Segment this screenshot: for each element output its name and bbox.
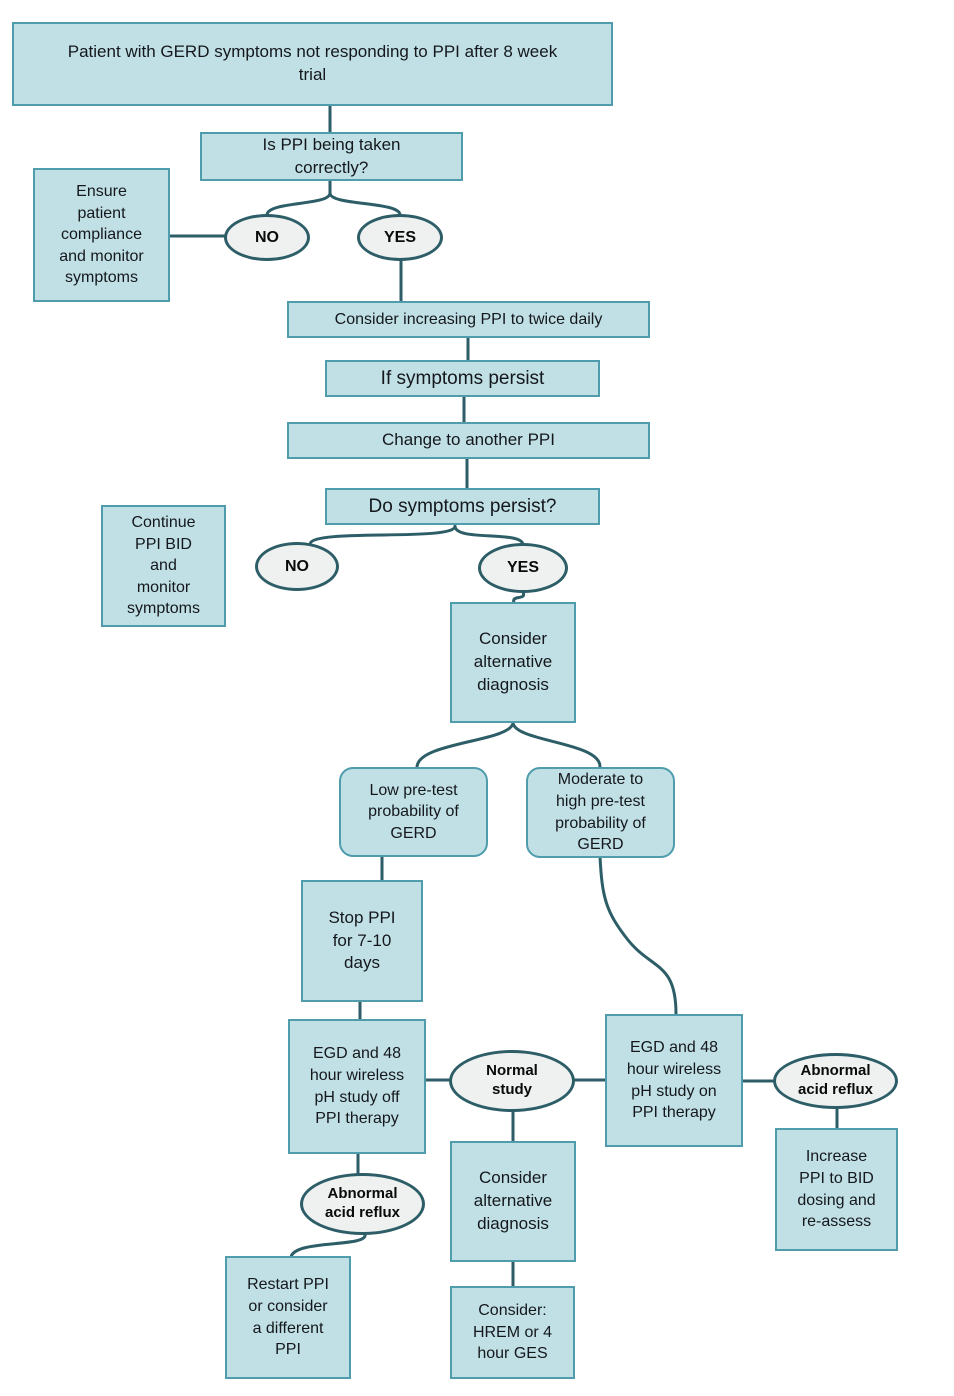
node-do-symptoms-persist [325, 488, 600, 525]
node-egd-ph-study-on-ppi [605, 1014, 743, 1147]
node-increase-ppi-twice-daily [287, 301, 650, 338]
node-stop-ppi-label: Stop PPI for 7-10 days [328, 907, 396, 973]
decision-no-2 [255, 542, 339, 591]
node-do-symptoms-persist-label: Do symptoms persist? [368, 495, 557, 517]
node-egd-ph-study-off-ppi [288, 1019, 426, 1154]
node-continue-ppi-bid-label: Continue PPI BID and monitor symptoms [127, 514, 200, 618]
node-low-pretest-probability [339, 767, 488, 857]
decision-yes-1-label: YES [383, 228, 416, 246]
node-increase-ppi-bid-reassess [775, 1128, 898, 1251]
edge-q1-fork [267, 181, 400, 215]
decision-abnormal-acid-reflux-1 [300, 1173, 425, 1235]
decision-yes-2 [478, 543, 568, 593]
decision-abnormal-acid-reflux-2 [773, 1053, 898, 1109]
node-is-ppi-taken-correctly [200, 132, 463, 181]
node-moderate-high-pretest-probability [526, 767, 675, 858]
edge-moderate-egdon [600, 856, 676, 1014]
node-change-to-another-ppi [287, 422, 650, 459]
node-ensure-compliance [33, 168, 170, 302]
node-consider-alternative-diagnosis-1 [450, 602, 576, 723]
decision-abnormal-acid-reflux-2-label: Abnormal acid reflux [797, 1062, 874, 1098]
node-continue-ppi-bid [101, 505, 226, 627]
node-stop-ppi [301, 880, 423, 1002]
decision-abnormal-acid-reflux-1-label: Abnormal acid reflux [324, 1185, 401, 1221]
node-low-pretest-probability-label: Low pre-test probability of GERD [368, 781, 459, 842]
edge-abn1-restart [291, 1234, 365, 1257]
edge-q2-fork [310, 526, 523, 545]
node-consider-alternative-diagnosis-1-label: Consider alternative diagnosis [473, 629, 553, 694]
node-consider-alternative-diagnosis-2-label: Consider alternative diagnosis [473, 1168, 553, 1233]
node-restart-ppi [225, 1256, 351, 1379]
node-increase-ppi-twice-daily-label: Consider increasing PPI to twice daily [334, 310, 603, 328]
decision-no-2-label: NO [285, 557, 309, 575]
node-consider-hrem-ges-label: Consider: HREM or 4 hour GES [472, 1302, 553, 1363]
decision-no-1-label: NO [255, 228, 279, 246]
decision-yes-2-label: YES [506, 559, 539, 576]
node-restart-ppi-label: Restart PPI or consider a different PPI [247, 1276, 329, 1359]
node-moderate-high-pretest-probability-label: Moderate to high pre-test probability of GERD [555, 771, 646, 854]
node-egd-ph-study-on-ppi-label: EGD and 48 hour wireless pH study on PPI therapy [626, 1039, 722, 1122]
node-increase-ppi-bid-reassess-label: Increase PPI to BID dosing and re-assess [797, 1148, 876, 1231]
node-change-to-another-ppi-label: Change to another PPI [382, 430, 555, 450]
node-consider-hrem-ges [450, 1286, 575, 1379]
decision-no-1 [224, 214, 310, 261]
node-egd-ph-study-off-ppi-label: EGD and 48 hour wireless pH study off PPI therapy [309, 1045, 405, 1128]
decision-normal-study-label: Normal study [486, 1062, 538, 1098]
node-if-symptoms-persist [325, 360, 600, 397]
edge-alt1-fork [417, 723, 600, 767]
node-consider-alternative-diagnosis-2 [450, 1141, 576, 1262]
decision-yes-1 [357, 214, 443, 261]
node-start [12, 22, 613, 106]
node-if-symptoms-persist-label: If symptoms persist [380, 367, 545, 389]
node-start-label: Patient with GERD symptoms not responding to PPI after 8 week trial [67, 42, 558, 84]
node-is-ppi-taken-correctly-label: Is PPI being taken correctly? [262, 134, 401, 177]
node-ensure-compliance-label: Ensure patient compliance and monitor symptoms [59, 183, 144, 287]
decision-normal-study [449, 1050, 575, 1112]
